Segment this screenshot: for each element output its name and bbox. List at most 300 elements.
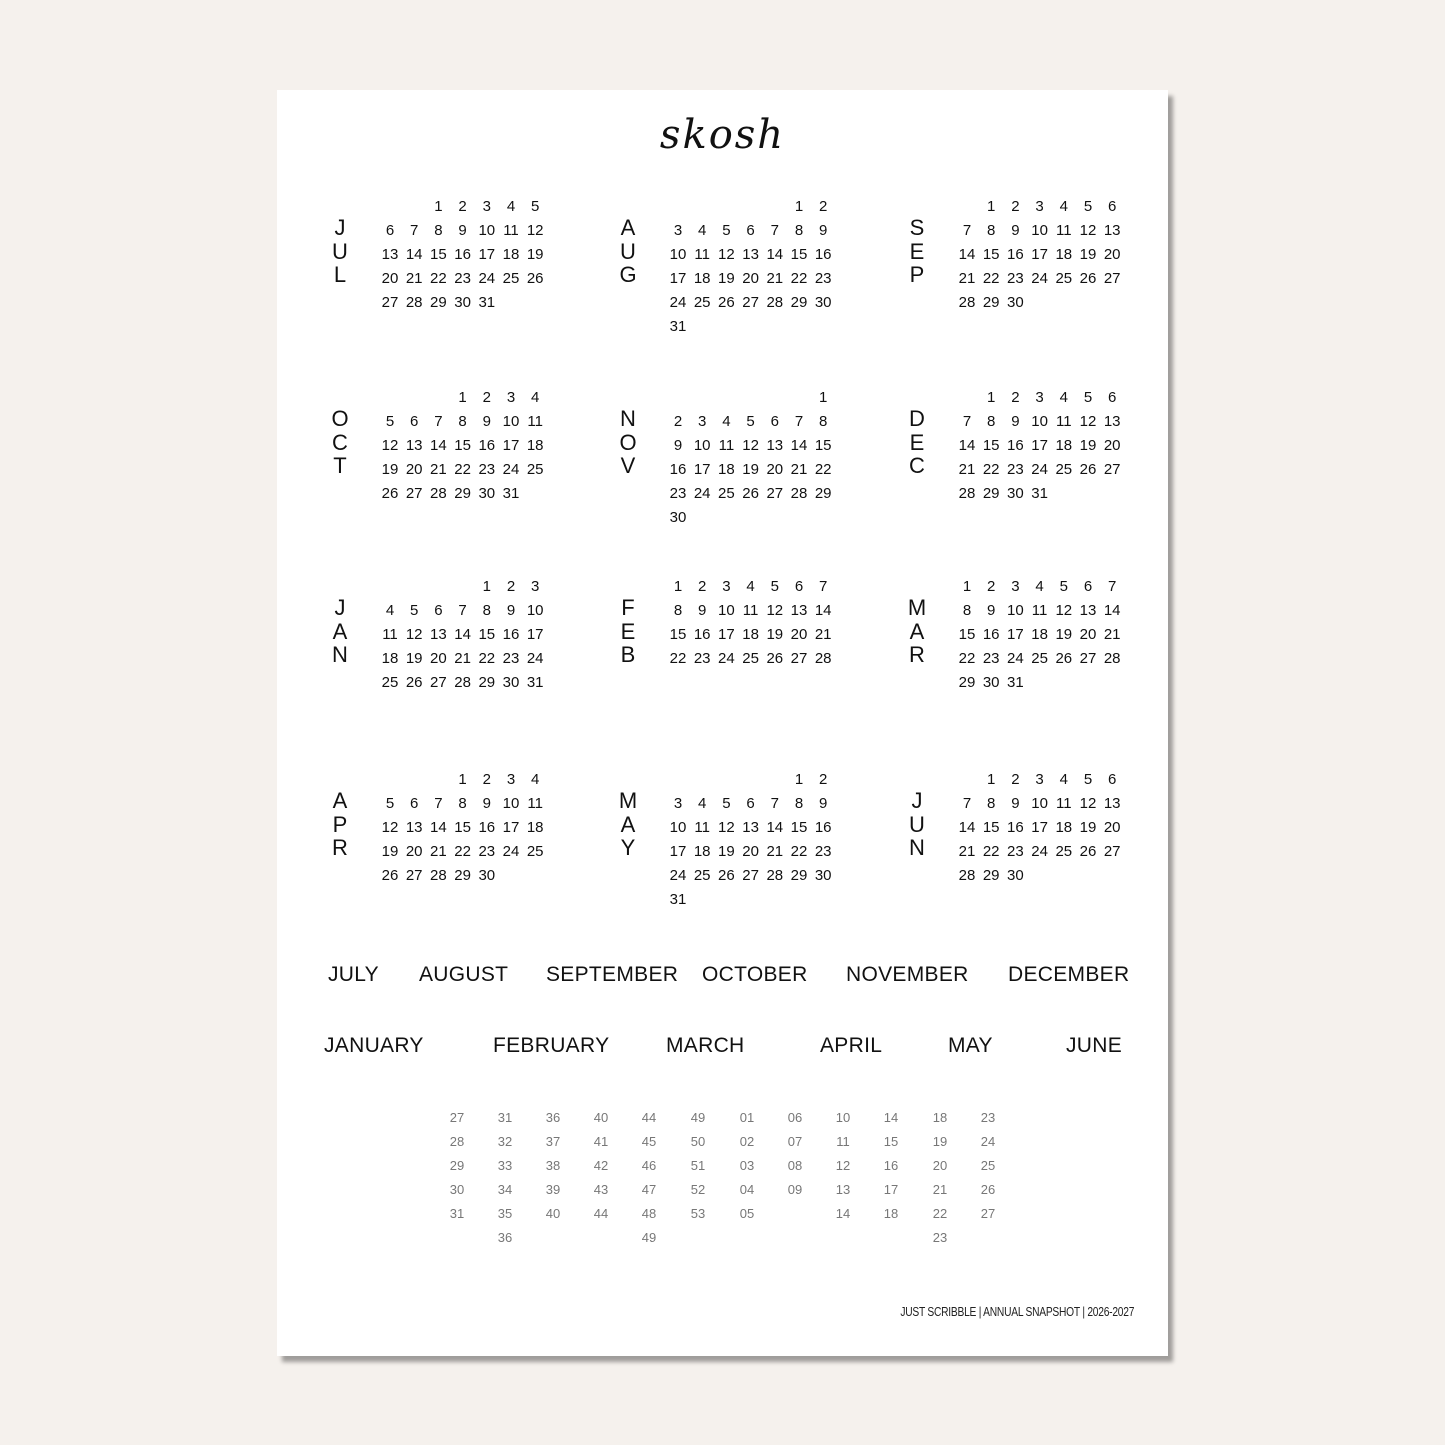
calendar-day: 13 xyxy=(381,246,399,263)
calendar-day: 11 xyxy=(527,795,543,812)
calendar-day: 4 xyxy=(1059,771,1068,788)
week-number: 19 xyxy=(932,1134,948,1149)
calendar-day: 1 xyxy=(458,389,467,406)
calendar-day: 27 xyxy=(381,294,399,311)
calendar-day: 29 xyxy=(454,867,471,884)
month-label-letter: C xyxy=(909,453,925,478)
calendar-day: 10 xyxy=(478,222,496,239)
calendar-day: 11 xyxy=(1056,413,1072,430)
calendar-day: 22 xyxy=(430,270,447,287)
week-number: 24 xyxy=(980,1134,996,1149)
calendar-day: 16 xyxy=(1007,437,1024,454)
calendar-day: 6 xyxy=(410,795,419,812)
month-label-letter: G xyxy=(619,262,637,287)
calendar-day: 17 xyxy=(1031,437,1048,454)
calendar-day: 9 xyxy=(673,437,683,454)
calendar-day: 6 xyxy=(746,795,755,812)
week-number: 39 xyxy=(545,1182,561,1197)
calendar-day: 9 xyxy=(506,602,516,619)
calendar-day: 16 xyxy=(814,246,832,263)
calendar-day: 28 xyxy=(958,867,976,884)
calendar-day: 21 xyxy=(766,270,784,287)
calendar-day: 9 xyxy=(987,602,996,619)
calendar-day: 1 xyxy=(794,198,804,215)
calendar-day: 5 xyxy=(1083,771,1093,788)
calendar-day: 27 xyxy=(405,867,423,884)
month-label-letter: A xyxy=(332,788,348,813)
calendar-day: 12 xyxy=(526,222,544,239)
calendar-day: 30 xyxy=(814,294,832,311)
week-number: 14 xyxy=(835,1206,851,1221)
calendar-day: 25 xyxy=(1031,650,1048,667)
calendar-day: 15 xyxy=(814,437,832,454)
calendar-day: 16 xyxy=(502,626,520,643)
calendar-day: 13 xyxy=(405,437,423,454)
week-number: 28 xyxy=(449,1134,465,1149)
calendar-day: 13 xyxy=(430,626,447,643)
calendar-day: 14 xyxy=(958,437,976,454)
calendar-day: 24 xyxy=(1031,843,1048,860)
calendar-day: 2 xyxy=(698,578,707,595)
calendar-day: 23 xyxy=(1007,843,1024,860)
calendar-day: 31 xyxy=(1007,674,1024,691)
calendar-day: 7 xyxy=(770,222,779,239)
week-number: 47 xyxy=(641,1182,657,1197)
calendar-day: 5 xyxy=(385,795,395,812)
week-number: 22 xyxy=(932,1206,948,1221)
calendar-day: 20 xyxy=(405,843,423,860)
calendar-day: 21 xyxy=(958,461,976,478)
week-number: 51 xyxy=(690,1158,706,1173)
calendar-day: 14 xyxy=(1103,602,1121,619)
calendar-day: 21 xyxy=(958,270,976,287)
planner-page xyxy=(277,90,1168,1356)
calendar-day: 3 xyxy=(698,413,707,430)
calendar-day: 18 xyxy=(526,819,544,836)
calendar-day: 10 xyxy=(669,246,687,263)
calendar-day: 25 xyxy=(693,294,711,311)
calendar-day: 29 xyxy=(982,485,1000,502)
calendar-day: 2 xyxy=(819,198,828,215)
calendar-day: 2 xyxy=(482,771,491,788)
calendar-day: 23 xyxy=(669,485,687,502)
calendar-day: 16 xyxy=(478,819,496,836)
week-number: 05 xyxy=(739,1206,755,1221)
calendar-day: 6 xyxy=(746,222,755,239)
calendar-day: 9 xyxy=(482,413,491,430)
calendar-day: 28 xyxy=(430,485,447,502)
week-number: 40 xyxy=(545,1206,561,1221)
calendar-day: 20 xyxy=(742,270,759,287)
month-label-letter: F xyxy=(621,595,635,620)
week-number: 35 xyxy=(497,1206,513,1221)
footer-text: JUST SCRIBBLE | ANNUAL SNAPSHOT | 2026-2027 xyxy=(900,1305,1134,1319)
week-number: 37 xyxy=(545,1134,561,1149)
calendar-day: 30 xyxy=(502,674,520,691)
month-name-april: APRIL xyxy=(820,1034,883,1057)
brand-logo-text: skosh xyxy=(659,112,786,158)
calendar-day: 20 xyxy=(1103,246,1121,263)
week-number: 52 xyxy=(690,1182,706,1197)
calendar-day: 15 xyxy=(454,819,471,836)
week-number: 31 xyxy=(497,1110,513,1125)
calendar-day: 1 xyxy=(819,389,828,406)
week-number: 17 xyxy=(883,1182,899,1197)
calendar-day: 11 xyxy=(694,819,710,836)
calendar-day: 1 xyxy=(987,771,996,788)
calendar-day: 29 xyxy=(478,674,496,691)
calendar-day: 8 xyxy=(794,222,804,239)
calendar-day: 19 xyxy=(766,626,784,643)
calendar-day: 25 xyxy=(1055,461,1073,478)
calendar-day: 10 xyxy=(526,602,544,619)
calendar-day: 9 xyxy=(482,795,491,812)
calendar-day: 3 xyxy=(482,198,491,215)
calendar-day: 10 xyxy=(1031,413,1048,430)
calendar-day: 24 xyxy=(1031,270,1048,287)
week-number: 13 xyxy=(835,1182,851,1197)
calendar-day: 23 xyxy=(1007,270,1024,287)
month-label-letter: A xyxy=(909,618,925,644)
calendar-day: 3 xyxy=(531,578,540,595)
calendar-day: 18 xyxy=(693,270,711,287)
calendar-day: 20 xyxy=(430,650,447,667)
calendar-day: 4 xyxy=(722,413,731,430)
calendar-day: 22 xyxy=(454,843,471,860)
week-number: 14 xyxy=(883,1110,899,1125)
calendar-day: 30 xyxy=(454,294,471,311)
calendar-day: 10 xyxy=(718,602,735,619)
calendar-day: 6 xyxy=(410,413,419,430)
calendar-day: 14 xyxy=(814,602,832,619)
week-number: 32 xyxy=(497,1134,513,1149)
month-label-letter: M xyxy=(618,788,638,813)
month-label xyxy=(905,596,929,667)
calendar-day: 18 xyxy=(502,246,520,263)
calendar-day: 17 xyxy=(669,843,687,860)
calendar-day: 10 xyxy=(1007,602,1024,619)
calendar-day: 31 xyxy=(669,891,687,908)
calendar-day: 14 xyxy=(430,819,447,836)
calendar-day: 24 xyxy=(693,485,711,502)
calendar-day: 15 xyxy=(958,626,976,643)
week-number: 18 xyxy=(883,1206,899,1221)
calendar-day: 5 xyxy=(722,222,731,239)
calendar-day: 8 xyxy=(987,413,996,430)
calendar-day: 9 xyxy=(1011,413,1020,430)
calendar-day: 17 xyxy=(478,246,496,263)
month-label-letter: U xyxy=(620,238,636,264)
calendar-day: 4 xyxy=(385,602,395,619)
week-number: 31 xyxy=(449,1206,465,1221)
month-label-letter: J xyxy=(911,788,923,813)
calendar-day: 11 xyxy=(1056,795,1072,812)
month-label xyxy=(905,216,929,287)
month-label-letter: U xyxy=(332,238,348,264)
calendar-day: 26 xyxy=(766,650,784,667)
month-name-june: JUNE xyxy=(1066,1034,1123,1057)
month-label-letter: C xyxy=(332,429,348,455)
calendar-day: 21 xyxy=(958,843,976,860)
calendar-day: 19 xyxy=(1079,819,1097,836)
calendar-day: 24 xyxy=(526,650,544,667)
calendar-day: 2 xyxy=(673,413,683,430)
calendar-day: 25 xyxy=(718,485,735,502)
calendar-day: 26 xyxy=(526,270,544,287)
calendar-day: 26 xyxy=(381,867,399,884)
calendar-day: 22 xyxy=(790,843,808,860)
calendar-day: 2 xyxy=(1011,198,1020,215)
month-label-letter: E xyxy=(909,429,925,455)
calendar-day: 22 xyxy=(982,270,1000,287)
calendar-day: 22 xyxy=(669,650,687,667)
calendar-day: 15 xyxy=(790,246,808,263)
month-label xyxy=(328,216,352,287)
calendar-day: 17 xyxy=(1007,626,1024,643)
calendar-day: 19 xyxy=(526,246,544,263)
calendar-day: 6 xyxy=(770,413,779,430)
calendar-day: 27 xyxy=(742,867,759,884)
calendar-day: 6 xyxy=(434,602,443,619)
calendar-day: 18 xyxy=(526,437,544,454)
calendar-day: 29 xyxy=(814,485,832,502)
calendar-day: 16 xyxy=(814,819,832,836)
calendar-day: 13 xyxy=(1103,222,1121,239)
week-number: 23 xyxy=(932,1230,948,1245)
calendar-day: 20 xyxy=(742,843,759,860)
calendar-day: 26 xyxy=(1055,650,1073,667)
calendar-day: 20 xyxy=(790,626,808,643)
month-label-letter: U xyxy=(909,811,925,837)
calendar-day: 22 xyxy=(454,461,471,478)
calendar-day: 19 xyxy=(1055,626,1073,643)
month-label-letter: B xyxy=(620,642,636,667)
calendar-day: 15 xyxy=(669,626,687,643)
calendar-day: 21 xyxy=(430,843,447,860)
calendar-day: 7 xyxy=(770,795,779,812)
calendar-day: 28 xyxy=(790,485,808,502)
week-number: 03 xyxy=(739,1158,755,1173)
calendar-day: 7 xyxy=(458,602,467,619)
calendar-day: 15 xyxy=(790,819,808,836)
week-number: 43 xyxy=(593,1182,609,1197)
month-label-letter: T xyxy=(333,453,347,478)
calendar-day: 13 xyxy=(766,437,784,454)
calendar-day: 7 xyxy=(794,413,804,430)
month-label xyxy=(616,216,640,287)
month-label-letter: P xyxy=(332,811,348,837)
month-name-may: MAY xyxy=(948,1034,993,1057)
calendar-day: 14 xyxy=(958,819,976,836)
calendar-day: 11 xyxy=(718,437,735,454)
week-number: 15 xyxy=(883,1134,899,1149)
month-label-letter: O xyxy=(619,429,637,455)
calendar-day: 28 xyxy=(1103,650,1121,667)
calendar-day: 31 xyxy=(478,294,496,311)
calendar-day: 24 xyxy=(669,867,687,884)
calendar-day: 12 xyxy=(381,437,399,454)
calendar-day: 7 xyxy=(819,578,828,595)
month-label xyxy=(328,596,352,667)
calendar-day: 18 xyxy=(1055,437,1073,454)
calendar-day: 16 xyxy=(693,626,711,643)
week-number: 21 xyxy=(932,1182,948,1197)
calendar-day: 1 xyxy=(673,578,683,595)
calendar-day: 3 xyxy=(506,771,516,788)
calendar-day: 25 xyxy=(1055,270,1073,287)
calendar-day: 7 xyxy=(434,413,443,430)
month-label-letter: Y xyxy=(620,835,636,860)
calendar-day: 9 xyxy=(819,222,828,239)
calendar-day: 3 xyxy=(722,578,731,595)
calendar-day: 14 xyxy=(766,246,784,263)
calendar-day: 29 xyxy=(790,867,808,884)
calendar-day: 16 xyxy=(454,246,471,263)
calendar-day: 26 xyxy=(718,867,735,884)
week-number: 33 xyxy=(497,1158,513,1173)
calendar-day: 18 xyxy=(718,461,735,478)
calendar-day: 24 xyxy=(718,650,735,667)
calendar-day: 15 xyxy=(478,626,496,643)
calendar-day: 11 xyxy=(1031,602,1048,619)
month-label-letter: R xyxy=(909,642,925,667)
calendar-day: 23 xyxy=(1007,461,1024,478)
calendar-day: 24 xyxy=(502,461,520,478)
calendar-day: 30 xyxy=(478,867,496,884)
calendar-day: 27 xyxy=(1079,650,1097,667)
calendar-day: 3 xyxy=(1035,389,1044,406)
calendar-day: 29 xyxy=(982,867,1000,884)
calendar-day: 21 xyxy=(430,461,447,478)
calendar-day: 13 xyxy=(742,246,759,263)
calendar-day: 19 xyxy=(1079,246,1097,263)
month-label-letter: A xyxy=(332,618,348,644)
calendar-day: 26 xyxy=(718,294,735,311)
month-name-november: NOVEMBER xyxy=(846,963,969,986)
calendar-day: 2 xyxy=(458,198,467,215)
calendar-day: 28 xyxy=(814,650,832,667)
week-number: 34 xyxy=(497,1182,513,1197)
calendar-day: 8 xyxy=(987,222,996,239)
calendar-day: 3 xyxy=(1035,198,1044,215)
calendar-day: 19 xyxy=(718,843,735,860)
calendar-day: 1 xyxy=(434,198,443,215)
calendar-day: 28 xyxy=(454,674,471,691)
calendar-day: 14 xyxy=(790,437,808,454)
week-number: 18 xyxy=(932,1110,948,1125)
calendar-day: 11 xyxy=(382,626,398,643)
calendar-day: 21 xyxy=(790,461,808,478)
calendar-day: 31 xyxy=(502,485,520,502)
calendar-day: 11 xyxy=(742,602,759,619)
calendar-day: 19 xyxy=(742,461,759,478)
calendar-day: 27 xyxy=(790,650,808,667)
calendar-day: 17 xyxy=(502,819,520,836)
calendar-day: 5 xyxy=(746,413,755,430)
calendar-day: 15 xyxy=(430,246,447,263)
week-number: 27 xyxy=(980,1206,996,1221)
calendar-day: 13 xyxy=(1103,795,1121,812)
calendar-day: 15 xyxy=(982,819,1000,836)
calendar-day: 25 xyxy=(526,843,544,860)
calendar-day: 18 xyxy=(742,626,759,643)
calendar-day: 4 xyxy=(1035,578,1044,595)
calendar-day: 28 xyxy=(430,867,447,884)
month-label xyxy=(328,407,352,478)
calendar-day: 11 xyxy=(1056,222,1072,239)
calendar-day: 5 xyxy=(1059,578,1068,595)
calendar-day: 23 xyxy=(454,270,471,287)
week-number: 12 xyxy=(835,1158,851,1173)
week-number: 07 xyxy=(787,1134,803,1149)
calendar-day: 14 xyxy=(430,437,447,454)
calendar-day: 10 xyxy=(502,795,520,812)
calendar-day: 31 xyxy=(669,318,687,335)
calendar-day: 6 xyxy=(1108,389,1117,406)
week-number: 10 xyxy=(835,1110,851,1125)
calendar-day: 25 xyxy=(526,461,544,478)
calendar-day: 27 xyxy=(766,485,784,502)
week-number: 23 xyxy=(980,1110,996,1125)
calendar-day: 20 xyxy=(405,461,423,478)
calendar-day: 12 xyxy=(718,819,735,836)
calendar-day: 28 xyxy=(958,485,976,502)
week-number: 46 xyxy=(641,1158,657,1173)
calendar-day: 4 xyxy=(506,198,516,215)
calendar-day: 27 xyxy=(405,485,423,502)
calendar-day: 15 xyxy=(982,437,1000,454)
calendar-day: 30 xyxy=(478,485,496,502)
calendar-day: 13 xyxy=(405,819,423,836)
calendar-day: 23 xyxy=(478,843,496,860)
week-number: 36 xyxy=(497,1230,513,1245)
week-number: 11 xyxy=(836,1134,850,1149)
calendar-day: 5 xyxy=(385,413,395,430)
brand-logo xyxy=(277,112,1168,158)
calendar-day: 27 xyxy=(742,294,759,311)
month-label-letter: A xyxy=(620,811,636,837)
week-number: 42 xyxy=(593,1158,609,1173)
calendar-day: 3 xyxy=(1011,578,1020,595)
week-number: 48 xyxy=(641,1206,657,1221)
calendar-day: 1 xyxy=(987,198,996,215)
week-number: 49 xyxy=(641,1230,657,1245)
calendar-day: 19 xyxy=(381,461,399,478)
calendar-day: 8 xyxy=(987,795,996,812)
calendar-day: 10 xyxy=(1031,222,1048,239)
week-number: 09 xyxy=(787,1182,803,1197)
week-number: 29 xyxy=(449,1158,465,1173)
calendar-day: 25 xyxy=(1055,843,1073,860)
calendar-day: 28 xyxy=(766,294,784,311)
calendar-day: 22 xyxy=(982,461,1000,478)
calendar-day: 29 xyxy=(790,294,808,311)
calendar-day: 4 xyxy=(531,771,540,788)
calendar-day: 30 xyxy=(814,867,832,884)
calendar-day: 25 xyxy=(502,270,520,287)
calendar-day: 22 xyxy=(982,843,1000,860)
calendar-day: 23 xyxy=(814,843,832,860)
calendar-day: 27 xyxy=(430,674,447,691)
calendar-day: 29 xyxy=(982,294,1000,311)
calendar-day: 7 xyxy=(962,795,972,812)
calendar-day: 8 xyxy=(458,413,467,430)
calendar-day: 26 xyxy=(381,485,399,502)
calendar-day: 19 xyxy=(1079,437,1097,454)
calendar-day: 29 xyxy=(958,674,976,691)
calendar-day: 27 xyxy=(1103,843,1121,860)
week-number: 06 xyxy=(787,1110,803,1125)
